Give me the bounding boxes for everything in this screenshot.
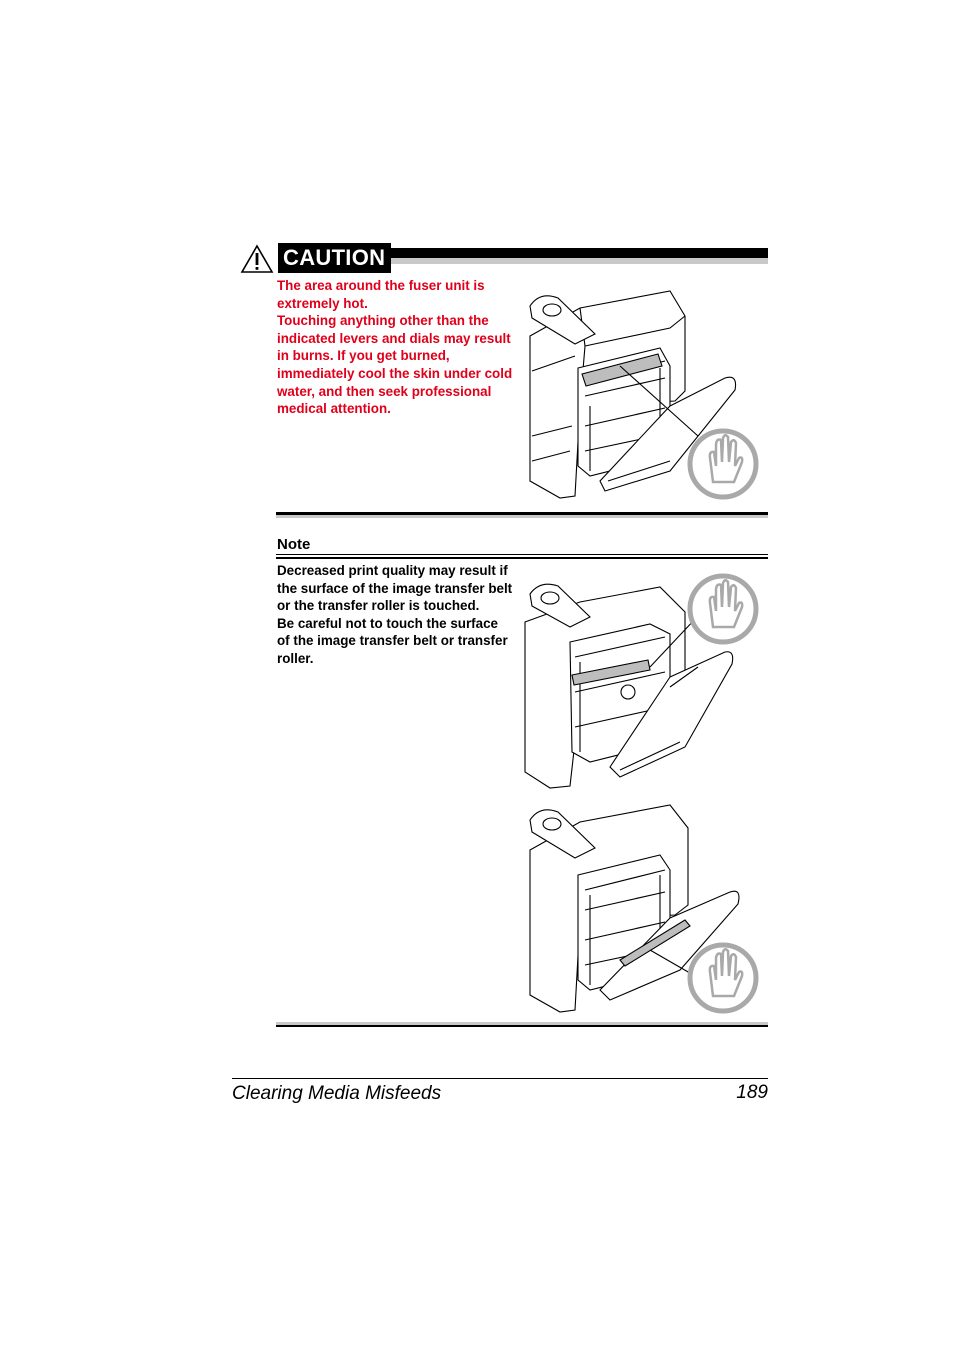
note-paragraph: Decreased print quality may result if the surface of the image transfer belt or the transfer roller is touched. bbox=[277, 563, 513, 614]
section-divider bbox=[276, 1022, 768, 1027]
printer-transfer-belt-icon bbox=[520, 572, 765, 790]
printer-transfer-roller-illustration bbox=[520, 800, 765, 1016]
no-touch-hand-icon bbox=[690, 431, 756, 497]
caution-paragraph: The area around the fuser unit is extremely hot. bbox=[277, 278, 485, 311]
note-rule bbox=[276, 554, 768, 559]
printer-transfer-roller-icon bbox=[520, 800, 765, 1016]
caution-text bbox=[277, 277, 513, 418]
caution-paragraph: Touching anything other than the indicated levers and dials may result in burns. If you get burned, immediately cool the skin under cold water, and then seek professional medical attention. bbox=[277, 313, 513, 417]
note-heading: Note bbox=[277, 536, 311, 553]
footer-rule bbox=[232, 1078, 768, 1079]
printer-fuser-unit-open-icon bbox=[520, 286, 765, 502]
section-divider bbox=[276, 512, 768, 518]
warning-triangle-icon bbox=[240, 244, 274, 274]
caution-label: CAUTION bbox=[278, 243, 391, 273]
printer-transfer-belt-illustration bbox=[520, 572, 765, 790]
page-number: 189 bbox=[736, 1082, 768, 1103]
printer-fuser-unit-illustration bbox=[520, 286, 765, 502]
footer-section-title: Clearing Media Misfeeds bbox=[232, 1083, 442, 1104]
no-touch-hand-icon bbox=[690, 576, 756, 642]
note-paragraph: Be careful not to touch the surface of the image transfer belt or transfer roller. bbox=[277, 615, 508, 666]
note-text bbox=[277, 562, 513, 668]
no-touch-hand-icon bbox=[690, 945, 756, 1011]
